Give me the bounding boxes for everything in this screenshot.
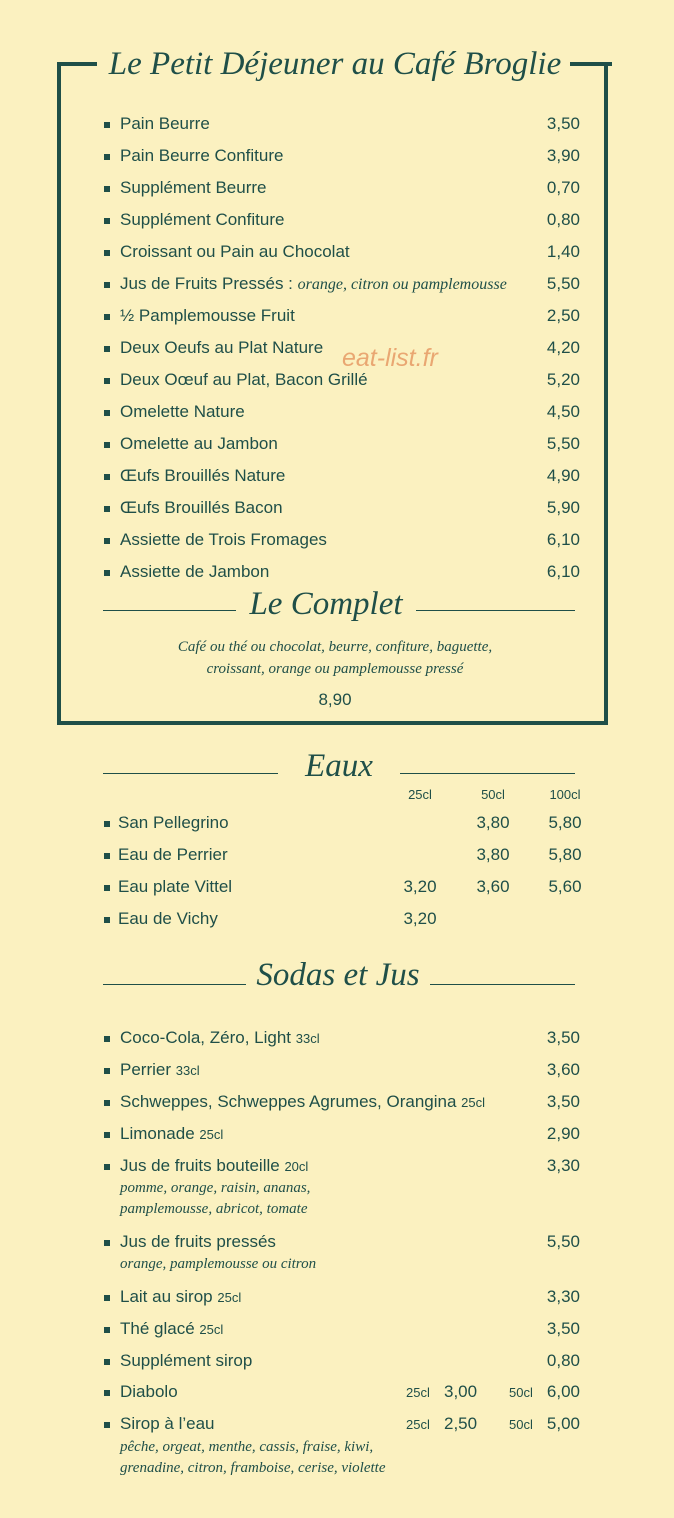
soda-item bbox=[104, 1154, 584, 1178]
price-100cl: 5,80 bbox=[548, 845, 582, 864]
watermark: eat-list.fr bbox=[342, 344, 438, 372]
soda-item bbox=[104, 1058, 584, 1082]
item-label bbox=[120, 208, 284, 232]
bullet-icon bbox=[104, 506, 110, 512]
size-large: 50cl bbox=[509, 1417, 533, 1432]
item-label bbox=[120, 464, 285, 488]
item-name: Eau plate Vittel bbox=[118, 877, 233, 896]
size-small: 25cl bbox=[406, 1385, 430, 1400]
item-label bbox=[120, 1285, 241, 1310]
item-name: Pain Beurre bbox=[120, 114, 210, 133]
item-price: 0,80 bbox=[546, 1351, 580, 1370]
item-price: 3,50 bbox=[546, 1028, 580, 1047]
breakfast-item bbox=[104, 528, 584, 552]
frame-top-left-segment bbox=[57, 62, 97, 66]
item-price: 4,50 bbox=[546, 402, 580, 421]
item-label bbox=[120, 1230, 276, 1254]
item-label bbox=[120, 336, 323, 360]
bullet-icon bbox=[104, 1422, 110, 1428]
price-50cl: 3,80 bbox=[476, 845, 510, 864]
price-50cl: 3,80 bbox=[476, 813, 510, 832]
sodas-title: Sodas et Jus bbox=[256, 957, 420, 993]
item-label bbox=[120, 176, 266, 200]
item-price: 4,20 bbox=[546, 338, 580, 357]
price-25cl: 3,20 bbox=[403, 877, 437, 896]
item-name: Diabolo bbox=[120, 1382, 178, 1401]
eaux-item bbox=[104, 875, 584, 899]
item-name: San Pellegrino bbox=[118, 813, 229, 832]
soda-item bbox=[104, 1122, 584, 1146]
eaux-rule-right bbox=[400, 773, 575, 774]
price-large: 6,00 bbox=[546, 1382, 580, 1401]
item-name: Supplément sirop bbox=[120, 1351, 253, 1370]
bullet-icon bbox=[104, 122, 110, 128]
breakfast-item bbox=[104, 208, 584, 232]
sodas-rule-right bbox=[430, 984, 575, 985]
bullet-icon bbox=[104, 1240, 110, 1246]
item-price: 2,50 bbox=[546, 306, 580, 325]
item-label bbox=[120, 496, 283, 520]
bullet-icon bbox=[104, 410, 110, 416]
item-name: Assiette de Trois Fromages bbox=[120, 530, 327, 549]
item-subtext: pomme, orange, raisin, ananas, bbox=[120, 1180, 311, 1196]
bullet-icon bbox=[104, 474, 110, 480]
price-100cl: 5,60 bbox=[548, 877, 582, 896]
item-price: 5,50 bbox=[546, 274, 580, 293]
breakfast-item bbox=[104, 112, 584, 136]
item-size: 25cl bbox=[217, 1290, 242, 1305]
item-subtext: pamplemousse, abricot, tomate bbox=[120, 1201, 308, 1217]
item-label bbox=[120, 528, 327, 552]
breakfast-item bbox=[104, 496, 584, 520]
complet-price: 8,90 bbox=[318, 690, 352, 709]
breakfast-item bbox=[104, 144, 584, 168]
item-price: 3,60 bbox=[546, 1060, 580, 1079]
item-price: 5,50 bbox=[546, 434, 580, 453]
item-price: 3,50 bbox=[546, 1319, 580, 1338]
bullet-icon bbox=[104, 186, 110, 192]
bullet-icon bbox=[104, 917, 110, 923]
complet-rule-left bbox=[103, 610, 236, 611]
price-50cl: 3,60 bbox=[476, 877, 510, 896]
bullet-icon bbox=[104, 1036, 110, 1042]
item-price: 3,50 bbox=[546, 114, 580, 133]
bullet-icon bbox=[104, 1068, 110, 1074]
soda-item bbox=[104, 1349, 584, 1373]
bullet-icon bbox=[104, 1132, 110, 1138]
complet-title: Le Complet bbox=[249, 586, 403, 622]
sirop-flavours-line2: grenadine, citron, framboise, cerise, violette bbox=[120, 1460, 386, 1476]
item-name: Schweppes, Schweppes Agrumes, Orangina bbox=[120, 1092, 457, 1111]
item-price: 3,50 bbox=[546, 1092, 580, 1111]
soda-item bbox=[104, 1026, 584, 1050]
item-price: 5,90 bbox=[546, 498, 580, 517]
soda-item bbox=[104, 1317, 584, 1341]
item-label bbox=[120, 1090, 485, 1115]
item-size: 25cl bbox=[199, 1127, 224, 1142]
sodas-rule-left bbox=[103, 984, 246, 985]
item-name: Supplément Confiture bbox=[120, 210, 285, 229]
eaux-col-25cl: 25cl bbox=[408, 787, 432, 802]
item-name: Coco-Cola, Zéro, Light bbox=[120, 1028, 292, 1047]
item-price: 3,90 bbox=[546, 146, 580, 165]
bullet-icon bbox=[104, 314, 110, 320]
item-price: 6,10 bbox=[546, 562, 580, 581]
complet-description-line2: croissant, orange ou pamplemousse pressé bbox=[206, 661, 464, 677]
item-price: 3,30 bbox=[546, 1287, 580, 1306]
price-small: 2,50 bbox=[444, 1414, 478, 1433]
item-name: Pain Beurre Confiture bbox=[120, 146, 284, 165]
item-label bbox=[120, 1122, 223, 1147]
item-name: Thé glacé bbox=[120, 1319, 195, 1338]
item-label bbox=[120, 144, 283, 168]
price-100cl: 5,80 bbox=[548, 813, 582, 832]
item-note: orange, citron ou pamplemousse bbox=[297, 276, 507, 293]
item-label bbox=[120, 1026, 320, 1051]
menu-title: Le Petit Déjeuner au Café Broglie bbox=[108, 46, 562, 82]
sirop-flavours-line1: pêche, orgeat, menthe, cassis, fraise, kiwi, bbox=[120, 1439, 374, 1455]
item-name: Omelette Nature bbox=[120, 402, 245, 421]
item-price: 0,70 bbox=[546, 178, 580, 197]
bullet-icon bbox=[104, 250, 110, 256]
item-name: Eau de Vichy bbox=[118, 909, 218, 928]
item-price: 1,40 bbox=[546, 242, 580, 261]
item-price: 3,30 bbox=[546, 1156, 580, 1175]
eaux-item bbox=[104, 907, 584, 931]
item-label bbox=[120, 1317, 223, 1342]
item-name: Limonade bbox=[120, 1124, 195, 1143]
bullet-icon bbox=[104, 218, 110, 224]
item-name: Jus de Fruits Pressés : bbox=[120, 274, 293, 293]
breakfast-item bbox=[104, 176, 584, 200]
eaux-item bbox=[104, 811, 584, 835]
item-price: 6,10 bbox=[546, 530, 580, 549]
item-size: 25cl bbox=[199, 1322, 224, 1337]
bullet-icon bbox=[104, 853, 110, 859]
breakfast-item bbox=[104, 560, 584, 584]
item-name: Assiette de Jambon bbox=[120, 562, 270, 581]
bullet-icon bbox=[104, 1327, 110, 1333]
item-label bbox=[120, 1349, 252, 1373]
bullet-icon bbox=[104, 1164, 110, 1170]
item-name: Sirop à l’eau bbox=[120, 1414, 215, 1433]
item-label bbox=[120, 304, 295, 328]
bullet-icon bbox=[104, 1359, 110, 1365]
complet-description-line1: Café ou thé ou chocolat, beurre, confiture, baguette, bbox=[177, 639, 493, 655]
breakfast-item bbox=[104, 400, 584, 424]
eaux-col-100cl: 100cl bbox=[549, 787, 581, 802]
price-large: 5,00 bbox=[546, 1414, 580, 1433]
bullet-icon bbox=[104, 378, 110, 384]
price-small: 3,00 bbox=[444, 1382, 478, 1401]
breakfast-item bbox=[104, 464, 584, 488]
item-size: 20cl bbox=[284, 1159, 309, 1174]
eaux-title: Eaux bbox=[305, 748, 373, 784]
price-25cl: 3,20 bbox=[403, 909, 437, 928]
item-label bbox=[120, 1154, 308, 1179]
item-price: 4,90 bbox=[546, 466, 580, 485]
item-label bbox=[120, 400, 245, 424]
bullet-icon bbox=[104, 282, 110, 288]
item-name: Omelette au Jambon bbox=[120, 434, 278, 453]
size-small: 25cl bbox=[406, 1417, 430, 1432]
breakfast-item bbox=[104, 432, 584, 456]
item-name: Œufs Brouillés Bacon bbox=[120, 498, 283, 517]
item-name: Lait au sirop bbox=[120, 1287, 213, 1306]
bullet-icon bbox=[104, 821, 110, 827]
item-name: Deux Oeufs au Plat Nature bbox=[120, 338, 324, 357]
item-name: Supplément Beurre bbox=[120, 178, 267, 197]
item-size: 25cl bbox=[461, 1095, 486, 1110]
soda-item bbox=[104, 1230, 584, 1254]
item-name: Œufs Brouillés Nature bbox=[120, 466, 286, 485]
bullet-icon bbox=[104, 346, 110, 352]
frame-top-right-segment bbox=[570, 62, 612, 66]
eaux-item bbox=[104, 843, 584, 867]
item-label bbox=[120, 240, 350, 264]
soda-item bbox=[104, 1412, 584, 1436]
bullet-icon bbox=[104, 570, 110, 576]
bullet-icon bbox=[104, 1390, 110, 1396]
item-name: Croissant ou Pain au Chocolat bbox=[120, 242, 350, 261]
item-size: 33cl bbox=[175, 1063, 200, 1078]
bullet-icon bbox=[104, 885, 110, 891]
item-name: Perrier bbox=[120, 1060, 172, 1079]
item-label bbox=[120, 1058, 200, 1083]
bullet-icon bbox=[104, 538, 110, 544]
item-price: 5,50 bbox=[546, 1232, 580, 1251]
soda-item bbox=[104, 1285, 584, 1309]
item-name: Eau de Perrier bbox=[118, 845, 228, 864]
bullet-icon bbox=[104, 1295, 110, 1301]
item-price: 0,80 bbox=[546, 210, 580, 229]
item-label bbox=[120, 272, 507, 297]
breakfast-item bbox=[104, 304, 584, 328]
item-label bbox=[120, 112, 210, 136]
item-subtext: orange, pamplemousse ou citron bbox=[120, 1256, 317, 1272]
breakfast-item bbox=[104, 272, 584, 296]
soda-item bbox=[104, 1090, 584, 1114]
item-name: Jus de fruits bouteille bbox=[120, 1156, 280, 1175]
soda-item bbox=[104, 1380, 584, 1404]
bullet-icon bbox=[104, 154, 110, 160]
item-name: Jus de fruits pressés bbox=[120, 1232, 276, 1251]
item-price: 5,20 bbox=[546, 370, 580, 389]
complet-rule-right bbox=[416, 610, 575, 611]
item-price: 2,90 bbox=[546, 1124, 580, 1143]
breakfast-item bbox=[104, 240, 584, 264]
item-label bbox=[120, 432, 278, 456]
item-label bbox=[120, 368, 368, 392]
bullet-icon bbox=[104, 1100, 110, 1106]
item-label bbox=[120, 560, 269, 584]
bullet-icon bbox=[104, 442, 110, 448]
item-size: 33cl bbox=[295, 1031, 320, 1046]
size-large: 50cl bbox=[509, 1385, 533, 1400]
eaux-rule-left bbox=[103, 773, 278, 774]
item-name: ½ Pamplemousse Fruit bbox=[120, 306, 295, 325]
eaux-col-50cl: 50cl bbox=[481, 787, 505, 802]
item-name: Deux Oœuf au Plat, Bacon Grillé bbox=[120, 370, 368, 389]
